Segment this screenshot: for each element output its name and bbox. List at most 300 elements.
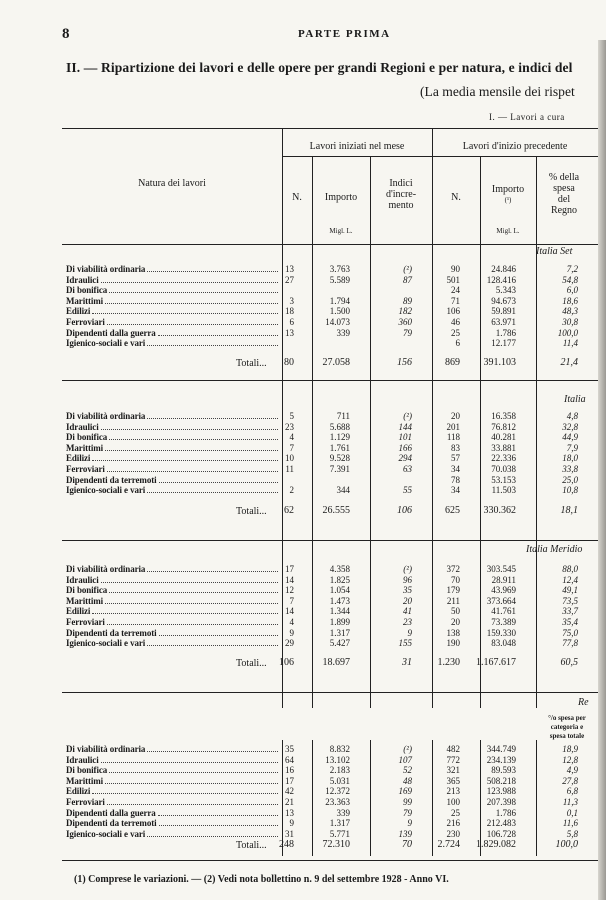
cell-idx: 166 — [398, 442, 412, 453]
dot-leader — [105, 603, 278, 604]
regno-pct-header: °/o spesa per categoria e spesa totale — [548, 714, 586, 740]
cell-imp2: 344.749 — [486, 744, 516, 754]
cell-pct: 4,8 — [566, 411, 578, 421]
row-label: Igienico-sociali e vari — [66, 638, 146, 649]
dot-leader — [101, 429, 278, 430]
row-label: Di viabilità ordinaria — [66, 564, 146, 574]
cell-idx: 35 — [403, 585, 412, 596]
cell-pct: 27,8 — [562, 775, 578, 786]
cell-imp2: 28.911 — [491, 574, 516, 585]
cell-imp2: 11.503 — [491, 485, 516, 496]
cell-n2: 34 — [451, 485, 460, 496]
total-imp2: 1.167.617 — [476, 657, 516, 668]
cell-imp: 344 — [336, 485, 350, 496]
dot-leader — [147, 418, 278, 419]
cell-idx: 294 — [398, 453, 412, 464]
header-group-current: Lavori iniziati nel mese — [309, 141, 405, 152]
cell-pct: 6,8 — [566, 786, 578, 797]
cell-n: 7 — [289, 595, 294, 606]
cell-pct: 4,9 — [566, 765, 578, 776]
dot-leader — [159, 635, 278, 636]
total-imp: 72.310 — [322, 839, 350, 850]
row-label: Marittimi — [66, 442, 104, 453]
total-imp2: 1.829.082 — [476, 839, 516, 850]
cell-n2: 179 — [446, 585, 460, 596]
region-heading: Italia Set — [536, 246, 573, 257]
cell-n: 21 — [285, 797, 294, 807]
cell-imp2: 24.846 — [491, 264, 516, 274]
cell-imp: 5.771 — [329, 828, 350, 839]
header-group-previous: Lavori d'inizio precedente — [462, 141, 568, 152]
total-n2: 2.724 — [437, 839, 460, 850]
cell-pct: 33,7 — [562, 606, 578, 617]
dot-leader — [109, 772, 278, 773]
table-title: II. — Ripartizione dei lavori e delle opere per grandi Regioni e per natura, e indici del — [66, 60, 573, 75]
dot-leader — [147, 836, 278, 837]
page-number: 8 — [62, 26, 70, 42]
row-label: Marittimi — [66, 595, 104, 606]
row-label: Idraulici — [66, 274, 99, 285]
cell-n2: 71 — [451, 295, 460, 306]
cell-pct: 75,0 — [562, 627, 578, 638]
region-heading: Italia — [564, 394, 586, 405]
header-importo2: Importo (¹) — [491, 184, 525, 204]
footnote: (1) Comprese le variazioni. — (2) Vedi nota bollettino n. 9 del settembre 1928 - Anno VI. — [74, 874, 449, 885]
cell-n2: 230 — [446, 828, 460, 839]
cell-n: 4 — [289, 617, 294, 627]
cell-imp2: 22.336 — [491, 453, 516, 464]
cell-imp: 711 — [336, 411, 350, 421]
cell-idx: 20 — [403, 595, 412, 606]
total-pct: 21,4 — [560, 357, 578, 368]
cell-idx: 107 — [398, 754, 412, 765]
cell-n: 12 — [285, 585, 294, 596]
cell-idx: 360 — [398, 317, 412, 327]
cell-n2: 46 — [451, 317, 460, 327]
cell-idx: 139 — [398, 828, 412, 839]
dot-leader — [109, 439, 278, 440]
total-imp: 27.058 — [322, 357, 350, 368]
col-rule — [370, 156, 371, 708]
cell-imp2: 234.139 — [486, 754, 516, 765]
total-idx: 31 — [402, 657, 412, 668]
cell-imp2: 106.728 — [486, 828, 516, 839]
cell-n: 3 — [289, 295, 294, 306]
row-label: Dipendenti dalla guerra — [66, 807, 156, 818]
cell-imp2: 59.891 — [491, 306, 516, 317]
row-label: Ferroviari — [66, 317, 105, 327]
cell-n: 14 — [285, 606, 294, 617]
cell-imp2: 373.664 — [486, 595, 516, 606]
cell-imp2: 73.389 — [491, 617, 516, 627]
total-label: Totali... — [236, 358, 267, 369]
total-n: 80 — [284, 357, 294, 368]
cell-n: 9 — [289, 818, 294, 829]
col-rule — [282, 128, 283, 708]
header-bottom-rule — [62, 244, 598, 245]
cell-n: 64 — [285, 754, 294, 765]
cell-n2: 501 — [446, 274, 460, 285]
cell-idx: 99 — [403, 797, 412, 807]
cell-imp: 3.763 — [329, 264, 350, 274]
cell-imp2: 40.281 — [491, 432, 516, 443]
header-nature: Natura dei lavori — [138, 178, 206, 189]
cell-imp2: 207.398 — [486, 797, 516, 807]
region-heading: Italia Meridio — [526, 544, 583, 555]
cell-n2: 78 — [451, 474, 460, 485]
total-n2: 1.230 — [437, 657, 460, 668]
cell-pct: 0,1 — [566, 807, 578, 818]
dot-leader — [147, 345, 278, 346]
total-n: 106 — [279, 657, 294, 668]
cell-n2: 34 — [451, 464, 460, 474]
cell-idx: 9 — [407, 627, 412, 638]
cell-idx: 79 — [403, 327, 412, 338]
cell-imp: 5.589 — [329, 274, 350, 285]
cell-imp2: 303.545 — [486, 564, 516, 574]
cell-n: 18 — [285, 306, 294, 317]
dot-leader — [92, 460, 278, 461]
total-n2: 625 — [445, 505, 460, 516]
cell-n: 10 — [285, 453, 294, 464]
cell-imp2: 508.218 — [486, 775, 516, 786]
cell-imp: 1.825 — [329, 574, 350, 585]
cell-pct: 33,8 — [562, 464, 578, 474]
cell-n: 17 — [285, 775, 294, 786]
cell-imp2: 123.988 — [486, 786, 516, 797]
cell-imp2: 1.786 — [495, 807, 516, 818]
cell-n: 23 — [285, 421, 294, 432]
cell-n2: 118 — [446, 432, 460, 443]
cell-imp: 1.054 — [329, 585, 350, 596]
cell-n2: 50 — [451, 606, 460, 617]
row-label: Dipendenti da terremoti — [66, 627, 157, 638]
running-head: PARTE PRIMA — [298, 28, 391, 40]
header-indici: Indici d'incre- mento — [385, 178, 417, 211]
cell-n: 31 — [285, 828, 294, 839]
cell-n: 7 — [289, 442, 294, 453]
block-rule — [62, 380, 598, 381]
total-label: Totali... — [236, 506, 267, 517]
cell-n2: 90 — [451, 264, 460, 274]
cell-n: 2 — [289, 485, 294, 496]
cell-n2: 772 — [446, 754, 460, 765]
cell-n: 6 — [289, 317, 294, 327]
cell-n2: 216 — [446, 818, 460, 829]
header-n2: N. — [451, 192, 461, 203]
row-label: Dipendenti dalla guerra — [66, 327, 156, 338]
row-label: Dipendenti da terremoti — [66, 818, 157, 829]
col-rule — [432, 740, 433, 856]
cell-n2: 201 — [446, 421, 460, 432]
cell-imp2: 128.416 — [486, 274, 516, 285]
col-rule — [370, 740, 371, 856]
region-heading: Re — [578, 697, 589, 708]
cell-idx: 9 — [407, 818, 412, 829]
cell-imp2: 43.969 — [491, 585, 516, 596]
total-n: 248 — [279, 839, 294, 850]
cell-idx: 52 — [403, 765, 412, 776]
cell-imp: 1.317 — [329, 627, 350, 638]
cell-imp: 5.688 — [329, 421, 350, 432]
row-label: Edilizi — [66, 786, 91, 797]
total-n2: 869 — [445, 357, 460, 368]
cell-n2: 70 — [451, 574, 460, 585]
row-label: Di bonifica — [66, 765, 108, 776]
cell-pct: 10,8 — [562, 485, 578, 496]
total-label: Totali... — [236, 840, 267, 851]
dot-leader — [92, 313, 278, 314]
cell-imp: 1.344 — [329, 606, 350, 617]
cell-imp2: 41.761 — [491, 606, 516, 617]
cell-n: 16 — [285, 765, 294, 776]
cell-imp2: 5.343 — [495, 285, 516, 296]
cell-n: 14 — [285, 574, 294, 585]
dot-leader — [92, 613, 278, 614]
cell-pct: 35,4 — [562, 617, 578, 627]
cell-imp: 8.832 — [329, 744, 350, 754]
cell-pct: 49,1 — [562, 585, 578, 596]
cell-imp: 1.794 — [329, 295, 350, 306]
col-rule — [312, 740, 313, 856]
row-label: Igienico-sociali e vari — [66, 828, 146, 839]
cell-pct: 18,0 — [562, 453, 578, 464]
cell-idx: 41 — [403, 606, 412, 617]
row-label: Di bonifica — [66, 585, 108, 596]
cell-n: 27 — [285, 274, 294, 285]
cell-idx: 101 — [398, 432, 412, 443]
section-label: I. — Lavori a cura — [489, 112, 565, 122]
cell-imp: 14.073 — [325, 317, 350, 327]
dot-leader — [105, 783, 278, 784]
cell-idx: 182 — [398, 306, 412, 317]
table-bottom-rule — [62, 860, 598, 861]
cell-n2: 372 — [446, 564, 460, 574]
cell-n: 4 — [289, 432, 294, 443]
cell-imp: 1.761 — [329, 442, 350, 453]
cell-n2: 57 — [451, 453, 460, 464]
cell-n2: 213 — [446, 786, 460, 797]
cell-idx: (²) — [403, 411, 412, 421]
dot-leader — [107, 471, 278, 472]
header-group-rule — [282, 156, 598, 157]
cell-imp2: 53.153 — [491, 474, 516, 485]
cell-pct: 30,8 — [562, 317, 578, 327]
cell-n2: 100 — [446, 797, 460, 807]
cell-idx: 79 — [403, 807, 412, 818]
cell-idx: 144 — [398, 421, 412, 432]
cell-imp2: 33.881 — [491, 442, 516, 453]
cell-pct: 25,0 — [562, 474, 578, 485]
row-label: Edilizi — [66, 453, 91, 464]
cell-n2: 321 — [446, 765, 460, 776]
cell-idx: (²) — [403, 564, 412, 574]
cell-n2: 138 — [446, 627, 460, 638]
total-idx: 106 — [397, 505, 412, 516]
table-subtitle: (La media mensile dei rispet — [420, 84, 575, 99]
cell-imp: 2.183 — [329, 765, 350, 776]
cell-imp2: 94.673 — [491, 295, 516, 306]
cell-idx: (²) — [403, 744, 412, 754]
col-rule — [536, 740, 537, 856]
total-imp: 26.555 — [322, 505, 350, 516]
dot-leader — [105, 450, 278, 451]
cell-pct: 7,9 — [566, 442, 578, 453]
cell-n2: 106 — [446, 306, 460, 317]
row-label: Edilizi — [66, 606, 91, 617]
cell-pct: 32,8 — [562, 421, 578, 432]
total-imp2: 330.362 — [483, 505, 516, 516]
total-pct: 60,5 — [560, 657, 578, 668]
cell-pct: 88,0 — [562, 564, 578, 574]
header-migl2: Migl. L. — [496, 227, 520, 235]
cell-imp2: 70.038 — [491, 464, 516, 474]
total-pct: 18,1 — [560, 505, 578, 516]
cell-n2: 6 — [455, 338, 460, 349]
cell-n2: 24 — [451, 285, 460, 296]
col-rule — [312, 156, 313, 708]
row-label: Di viabilità ordinaria — [66, 744, 146, 754]
cell-imp: 5.427 — [329, 638, 350, 649]
row-label: Idraulici — [66, 754, 99, 765]
col-rule — [536, 156, 537, 708]
dot-leader — [107, 624, 278, 625]
block-rule — [62, 692, 598, 693]
dot-leader — [101, 762, 278, 763]
total-n: 62 — [284, 505, 294, 516]
cell-idx: 23 — [403, 617, 412, 627]
cell-idx: 89 — [403, 295, 412, 306]
header-n: N. — [292, 192, 302, 203]
dot-leader — [101, 282, 278, 283]
total-idx: 70 — [402, 839, 412, 850]
dot-leader — [101, 582, 278, 583]
cell-pct: 48,3 — [562, 306, 578, 317]
cell-n2: 190 — [446, 638, 460, 649]
cell-idx: 55 — [403, 485, 412, 496]
dot-leader — [158, 815, 278, 816]
cell-imp: 4.358 — [329, 564, 350, 574]
cell-n: 9 — [289, 627, 294, 638]
cell-n2: 20 — [451, 617, 460, 627]
cell-imp: 1.473 — [329, 595, 350, 606]
dot-leader — [147, 645, 278, 646]
row-label: Di viabilità ordinaria — [66, 411, 146, 421]
total-imp2: 391.103 — [483, 357, 516, 368]
dot-leader — [107, 804, 278, 805]
cell-pct: 100,0 — [557, 327, 578, 338]
dot-leader — [147, 571, 278, 572]
row-label: Ferroviari — [66, 464, 105, 474]
block-rule — [62, 540, 598, 541]
cell-imp2: 89.593 — [491, 765, 516, 776]
row-label: Di bonifica — [66, 432, 108, 443]
cell-pct: 18,9 — [562, 744, 578, 754]
cell-idx: 87 — [403, 274, 412, 285]
header-importo: Importo — [324, 192, 358, 203]
cell-pct: 12,4 — [562, 574, 578, 585]
dot-leader — [109, 592, 278, 593]
row-label: Di viabilità ordinaria — [66, 264, 146, 274]
row-label: Ferroviari — [66, 797, 105, 807]
row-label: Idraulici — [66, 574, 99, 585]
cell-pct: 11,4 — [562, 338, 578, 349]
total-pct: 100,0 — [555, 839, 578, 850]
dot-leader — [109, 292, 278, 293]
cell-n: 42 — [285, 786, 294, 797]
row-label: Marittimi — [66, 295, 104, 306]
header-pct: % della spesa del Regno — [548, 172, 580, 216]
cell-n2: 25 — [451, 807, 460, 818]
row-label: Igienico-sociali e vari — [66, 485, 146, 496]
cell-pct: 6,0 — [566, 285, 578, 296]
header-migl: Migl. L. — [329, 227, 353, 235]
cell-imp: 7.391 — [329, 464, 350, 474]
cell-idx: 96 — [403, 574, 412, 585]
cell-idx: 169 — [398, 786, 412, 797]
cell-imp: 12.372 — [325, 786, 350, 797]
dot-leader — [147, 492, 278, 493]
dot-leader — [147, 271, 278, 272]
cell-imp: 1.129 — [329, 432, 350, 443]
page-edge-shadow — [598, 40, 606, 900]
cell-pct: 12,8 — [562, 754, 578, 765]
total-idx: 156 — [397, 357, 412, 368]
cell-pct: 54,8 — [562, 274, 578, 285]
cell-n: 5 — [289, 411, 294, 421]
cell-idx: (²) — [403, 264, 412, 274]
dot-leader — [92, 793, 278, 794]
cell-n2: 20 — [451, 411, 460, 421]
cell-n: 13 — [285, 264, 294, 274]
row-label: Ferroviari — [66, 617, 105, 627]
row-label: Idraulici — [66, 421, 99, 432]
cell-n2: 25 — [451, 327, 460, 338]
dot-leader — [107, 324, 278, 325]
cell-pct: 11,3 — [562, 797, 578, 807]
row-label: Marittimi — [66, 775, 104, 786]
header-top-rule — [62, 128, 598, 129]
cell-imp2: 12.177 — [491, 338, 516, 349]
cell-n2: 482 — [446, 744, 460, 754]
cell-idx: 155 — [398, 638, 412, 649]
row-label: Igienico-sociali e vari — [66, 338, 146, 349]
col-rule — [480, 156, 481, 708]
cell-imp: 1.317 — [329, 818, 350, 829]
cell-imp: 13.102 — [325, 754, 350, 765]
cell-imp2: 83.048 — [491, 638, 516, 649]
cell-imp2: 63.971 — [491, 317, 516, 327]
cell-pct: 11,6 — [562, 818, 578, 829]
cell-n2: 365 — [446, 775, 460, 786]
cell-imp2: 1.786 — [495, 327, 516, 338]
cell-n: 11 — [285, 464, 294, 474]
col-rule — [432, 128, 433, 708]
cell-imp: 23.363 — [325, 797, 350, 807]
cell-n: 35 — [285, 744, 294, 754]
dot-leader — [147, 751, 278, 752]
cell-imp: 339 — [336, 807, 350, 818]
cell-imp: 1.899 — [329, 617, 350, 627]
cell-imp2: 76.812 — [491, 421, 516, 432]
cell-idx: 63 — [403, 464, 412, 474]
cell-pct: 18,6 — [562, 295, 578, 306]
cell-n2: 211 — [446, 595, 460, 606]
cell-imp2: 212.483 — [486, 818, 516, 829]
cell-imp: 1.500 — [329, 306, 350, 317]
dot-leader — [159, 825, 278, 826]
cell-n: 17 — [285, 564, 294, 574]
